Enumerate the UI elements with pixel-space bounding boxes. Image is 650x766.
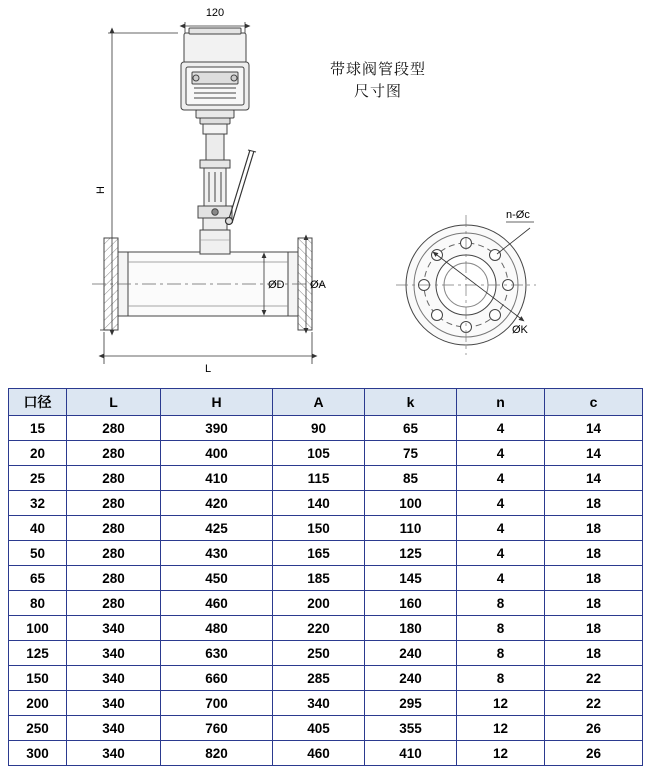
cell: 295 [365, 691, 457, 716]
col-header-6: c [545, 389, 643, 416]
cell: 240 [365, 666, 457, 691]
cell: 26 [545, 716, 643, 741]
table-row [9, 741, 643, 766]
cell: 280 [67, 466, 161, 491]
cell: 280 [67, 416, 161, 441]
col-header-0: 口径 [9, 389, 67, 416]
cell: 425 [161, 516, 273, 541]
table-row [9, 516, 643, 541]
cell: 820 [161, 741, 273, 766]
cell: 65 [9, 566, 67, 591]
cell: 4 [457, 491, 545, 516]
transmitter-housing [181, 28, 249, 124]
cell: 4 [457, 416, 545, 441]
col-header-2: H [161, 389, 273, 416]
cell: 15 [9, 416, 67, 441]
table-row [9, 691, 643, 716]
dim-A-label: ØA [310, 279, 326, 291]
cell: 280 [67, 516, 161, 541]
cell: 75 [365, 441, 457, 466]
drawing-title-line1: 带球阀管段型 [329, 60, 426, 78]
cell: 250 [273, 641, 365, 666]
dim-D-label: ØD [268, 279, 285, 291]
cell: 105 [273, 441, 365, 466]
cell: 410 [161, 466, 273, 491]
table-row [9, 566, 643, 591]
cell: 430 [161, 541, 273, 566]
cell: 125 [9, 641, 67, 666]
cell: 18 [545, 516, 643, 541]
cell: 280 [67, 441, 161, 466]
cell: 390 [161, 416, 273, 441]
cell: 340 [67, 741, 161, 766]
cell: 145 [365, 566, 457, 591]
cell: 12 [457, 716, 545, 741]
cell: 340 [67, 616, 161, 641]
cell: 300 [9, 741, 67, 766]
table-row [9, 416, 643, 441]
drawing-title [288, 58, 468, 102]
dim-H-label: H [95, 186, 107, 194]
cell: 220 [273, 616, 365, 641]
cell: 14 [545, 416, 643, 441]
cell: 250 [9, 716, 67, 741]
cell: 660 [161, 666, 273, 691]
cell: 280 [67, 491, 161, 516]
col-header-5: n [457, 389, 545, 416]
cell: 25 [9, 466, 67, 491]
cell: 8 [457, 641, 545, 666]
spec-table-head [9, 389, 643, 416]
cell: 460 [273, 741, 365, 766]
cell: 760 [161, 716, 273, 741]
table-row [9, 541, 643, 566]
cell: 4 [457, 566, 545, 591]
table-row [9, 466, 643, 491]
cell: 90 [273, 416, 365, 441]
cell: 12 [457, 741, 545, 766]
table-row [9, 616, 643, 641]
cell: 32 [9, 491, 67, 516]
cell: 22 [545, 691, 643, 716]
cell: 150 [9, 666, 67, 691]
cell: 22 [545, 666, 643, 691]
dim-120-label: 120 [205, 7, 225, 19]
cell: 85 [365, 466, 457, 491]
table-row [9, 641, 643, 666]
cell: 420 [161, 491, 273, 516]
cell: 4 [457, 541, 545, 566]
cell: 8 [457, 616, 545, 641]
cell: 20 [9, 441, 67, 466]
cell: 280 [67, 566, 161, 591]
table-row [9, 716, 643, 741]
spec-table-container [8, 388, 642, 766]
cell: 180 [365, 616, 457, 641]
cell: 185 [273, 566, 365, 591]
col-header-4: k [365, 389, 457, 416]
cell: 140 [273, 491, 365, 516]
spec-table [8, 388, 643, 766]
spec-table-body [9, 416, 643, 766]
cell: 400 [161, 441, 273, 466]
cell: 340 [67, 641, 161, 666]
cell: 4 [457, 466, 545, 491]
cell: 200 [9, 691, 67, 716]
technical-drawing [0, 0, 650, 380]
cell: 18 [545, 491, 643, 516]
cell: 150 [273, 516, 365, 541]
cell: 14 [545, 441, 643, 466]
table-row [9, 491, 643, 516]
cell: 280 [67, 541, 161, 566]
cell: 410 [365, 741, 457, 766]
cell: 12 [457, 691, 545, 716]
cell: 8 [457, 666, 545, 691]
cell: 160 [365, 591, 457, 616]
cell: 340 [67, 666, 161, 691]
cell: 340 [273, 691, 365, 716]
table-header-row [9, 389, 643, 416]
label-k: ØK [512, 324, 528, 336]
cell: 4 [457, 441, 545, 466]
cell: 165 [273, 541, 365, 566]
cell: 355 [365, 716, 457, 741]
col-header-3: A [273, 389, 365, 416]
table-row [9, 591, 643, 616]
cell: 50 [9, 541, 67, 566]
table-row [9, 441, 643, 466]
dim-L-label: L [204, 363, 212, 375]
cell: 18 [545, 641, 643, 666]
drawing-title-line2: 尺寸图 [353, 82, 402, 100]
cell: 340 [67, 716, 161, 741]
cell: 450 [161, 566, 273, 591]
cell: 285 [273, 666, 365, 691]
cell: 65 [365, 416, 457, 441]
cell: 100 [365, 491, 457, 516]
cell: 18 [545, 616, 643, 641]
cell: 125 [365, 541, 457, 566]
cell: 630 [161, 641, 273, 666]
cell: 200 [273, 591, 365, 616]
cell: 18 [545, 591, 643, 616]
table-row [9, 666, 643, 691]
cell: 240 [365, 641, 457, 666]
cell: 18 [545, 566, 643, 591]
cell: 4 [457, 516, 545, 541]
cell: 26 [545, 741, 643, 766]
cell: 100 [9, 616, 67, 641]
cell: 40 [9, 516, 67, 541]
drawing-canvas [0, 0, 650, 380]
cell: 280 [67, 591, 161, 616]
cell: 80 [9, 591, 67, 616]
valve-stem-assembly [198, 124, 232, 230]
cell: 8 [457, 591, 545, 616]
cell: 460 [161, 591, 273, 616]
cell: 14 [545, 466, 643, 491]
cell: 405 [273, 716, 365, 741]
col-header-1: L [67, 389, 161, 416]
cell: 700 [161, 691, 273, 716]
cell: 480 [161, 616, 273, 641]
dimension-L [104, 332, 312, 364]
label-nc: n-Øc [506, 209, 530, 221]
cell: 340 [67, 691, 161, 716]
cell: 110 [365, 516, 457, 541]
cell: 18 [545, 541, 643, 566]
cell: 115 [273, 466, 365, 491]
